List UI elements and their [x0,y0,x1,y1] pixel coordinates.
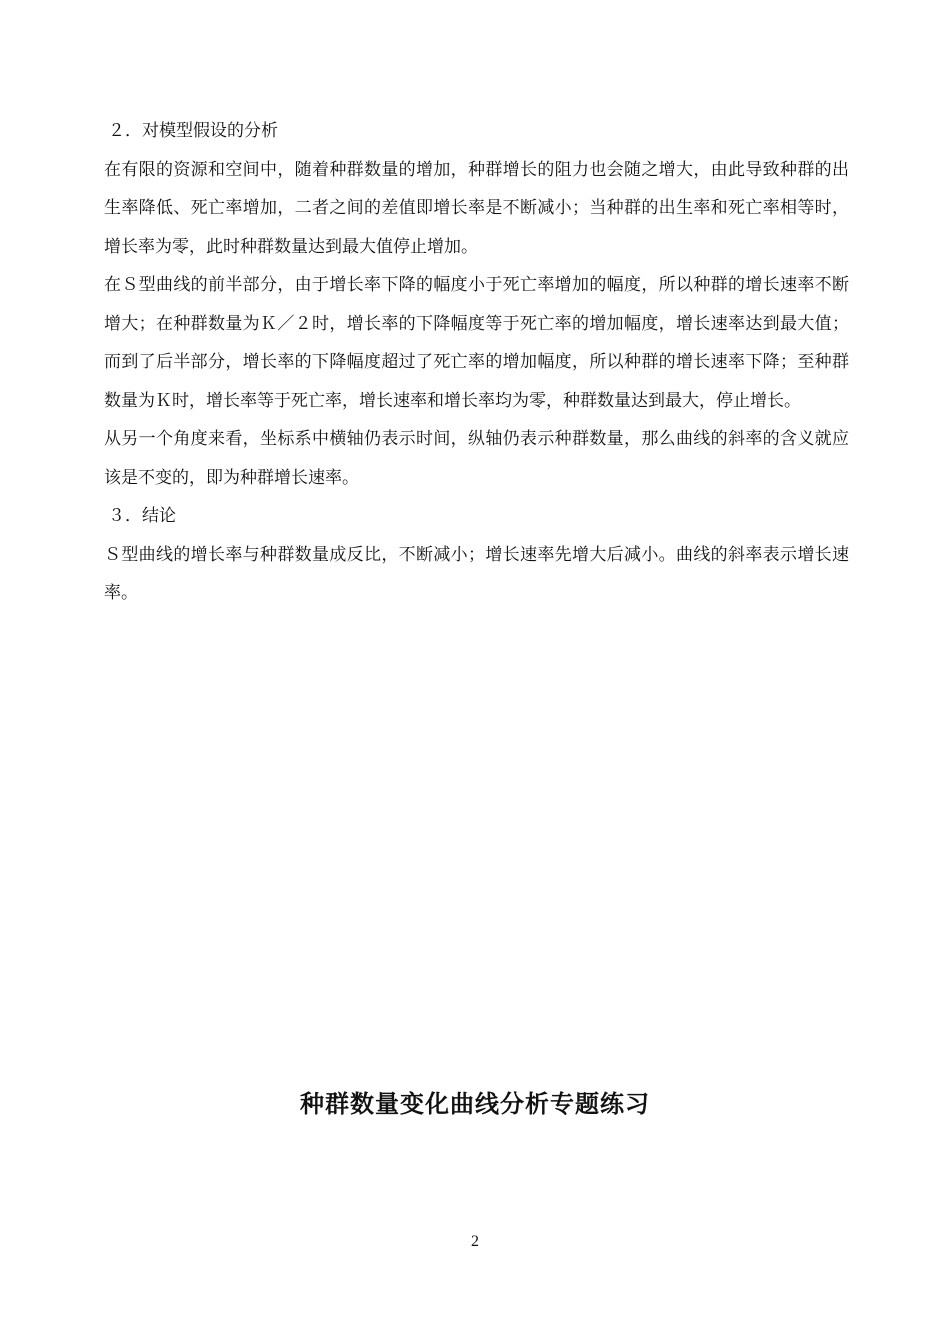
page-number: 2 [471,1233,479,1250]
page-title: 种群数量变化曲线分析专题练习 [300,1090,650,1118]
body-text [104,112,849,613]
section-3-heading: ３．结论 [108,506,176,526]
section-3-paragraph: Ｓ型曲线的增长率与种群数量成反比，不断减小；增长速率先增大后减小。曲线的斜率表示增长速率。 [104,544,849,603]
section-2-heading: ２．对模型假设的分析 [108,121,278,141]
section-2-paragraph-2: 在Ｓ型曲线的前半部分，由于增长率下降的幅度小于死亡率增加的幅度，所以种群的增长速率不断增大；在种群数量为Ｋ／２时，增长率的下降幅度等于死亡率的增加幅度，增长速率达到最大值；而到了后半部分，增长率的下降幅度超过了死亡率的增加幅度，所以种群的增长速率下降；至种群数量为Ｋ时，增长率等于死亡率，增长速率和增长率均为零，种群数量达到最大，停止增长。 [104,275,849,411]
section-2-paragraph-3: 从另一个角度来看，坐标系中横轴仍表示时间，纵轴仍表示种群数量，那么曲线的斜率的含义就应该是不变的，即为种群增长速率。 [104,429,849,488]
section-2-paragraph-1: 在有限的资源和空间中，随着种群数量的增加，种群增长的阻力也会随之增大，由此导致种群的出生率降低、死亡率增加，二者之间的差值即增长率是不断减小；当种群的出生率和死亡率相等时，增长率为零，此时种群数量达到最大值停止增加。 [104,159,849,257]
